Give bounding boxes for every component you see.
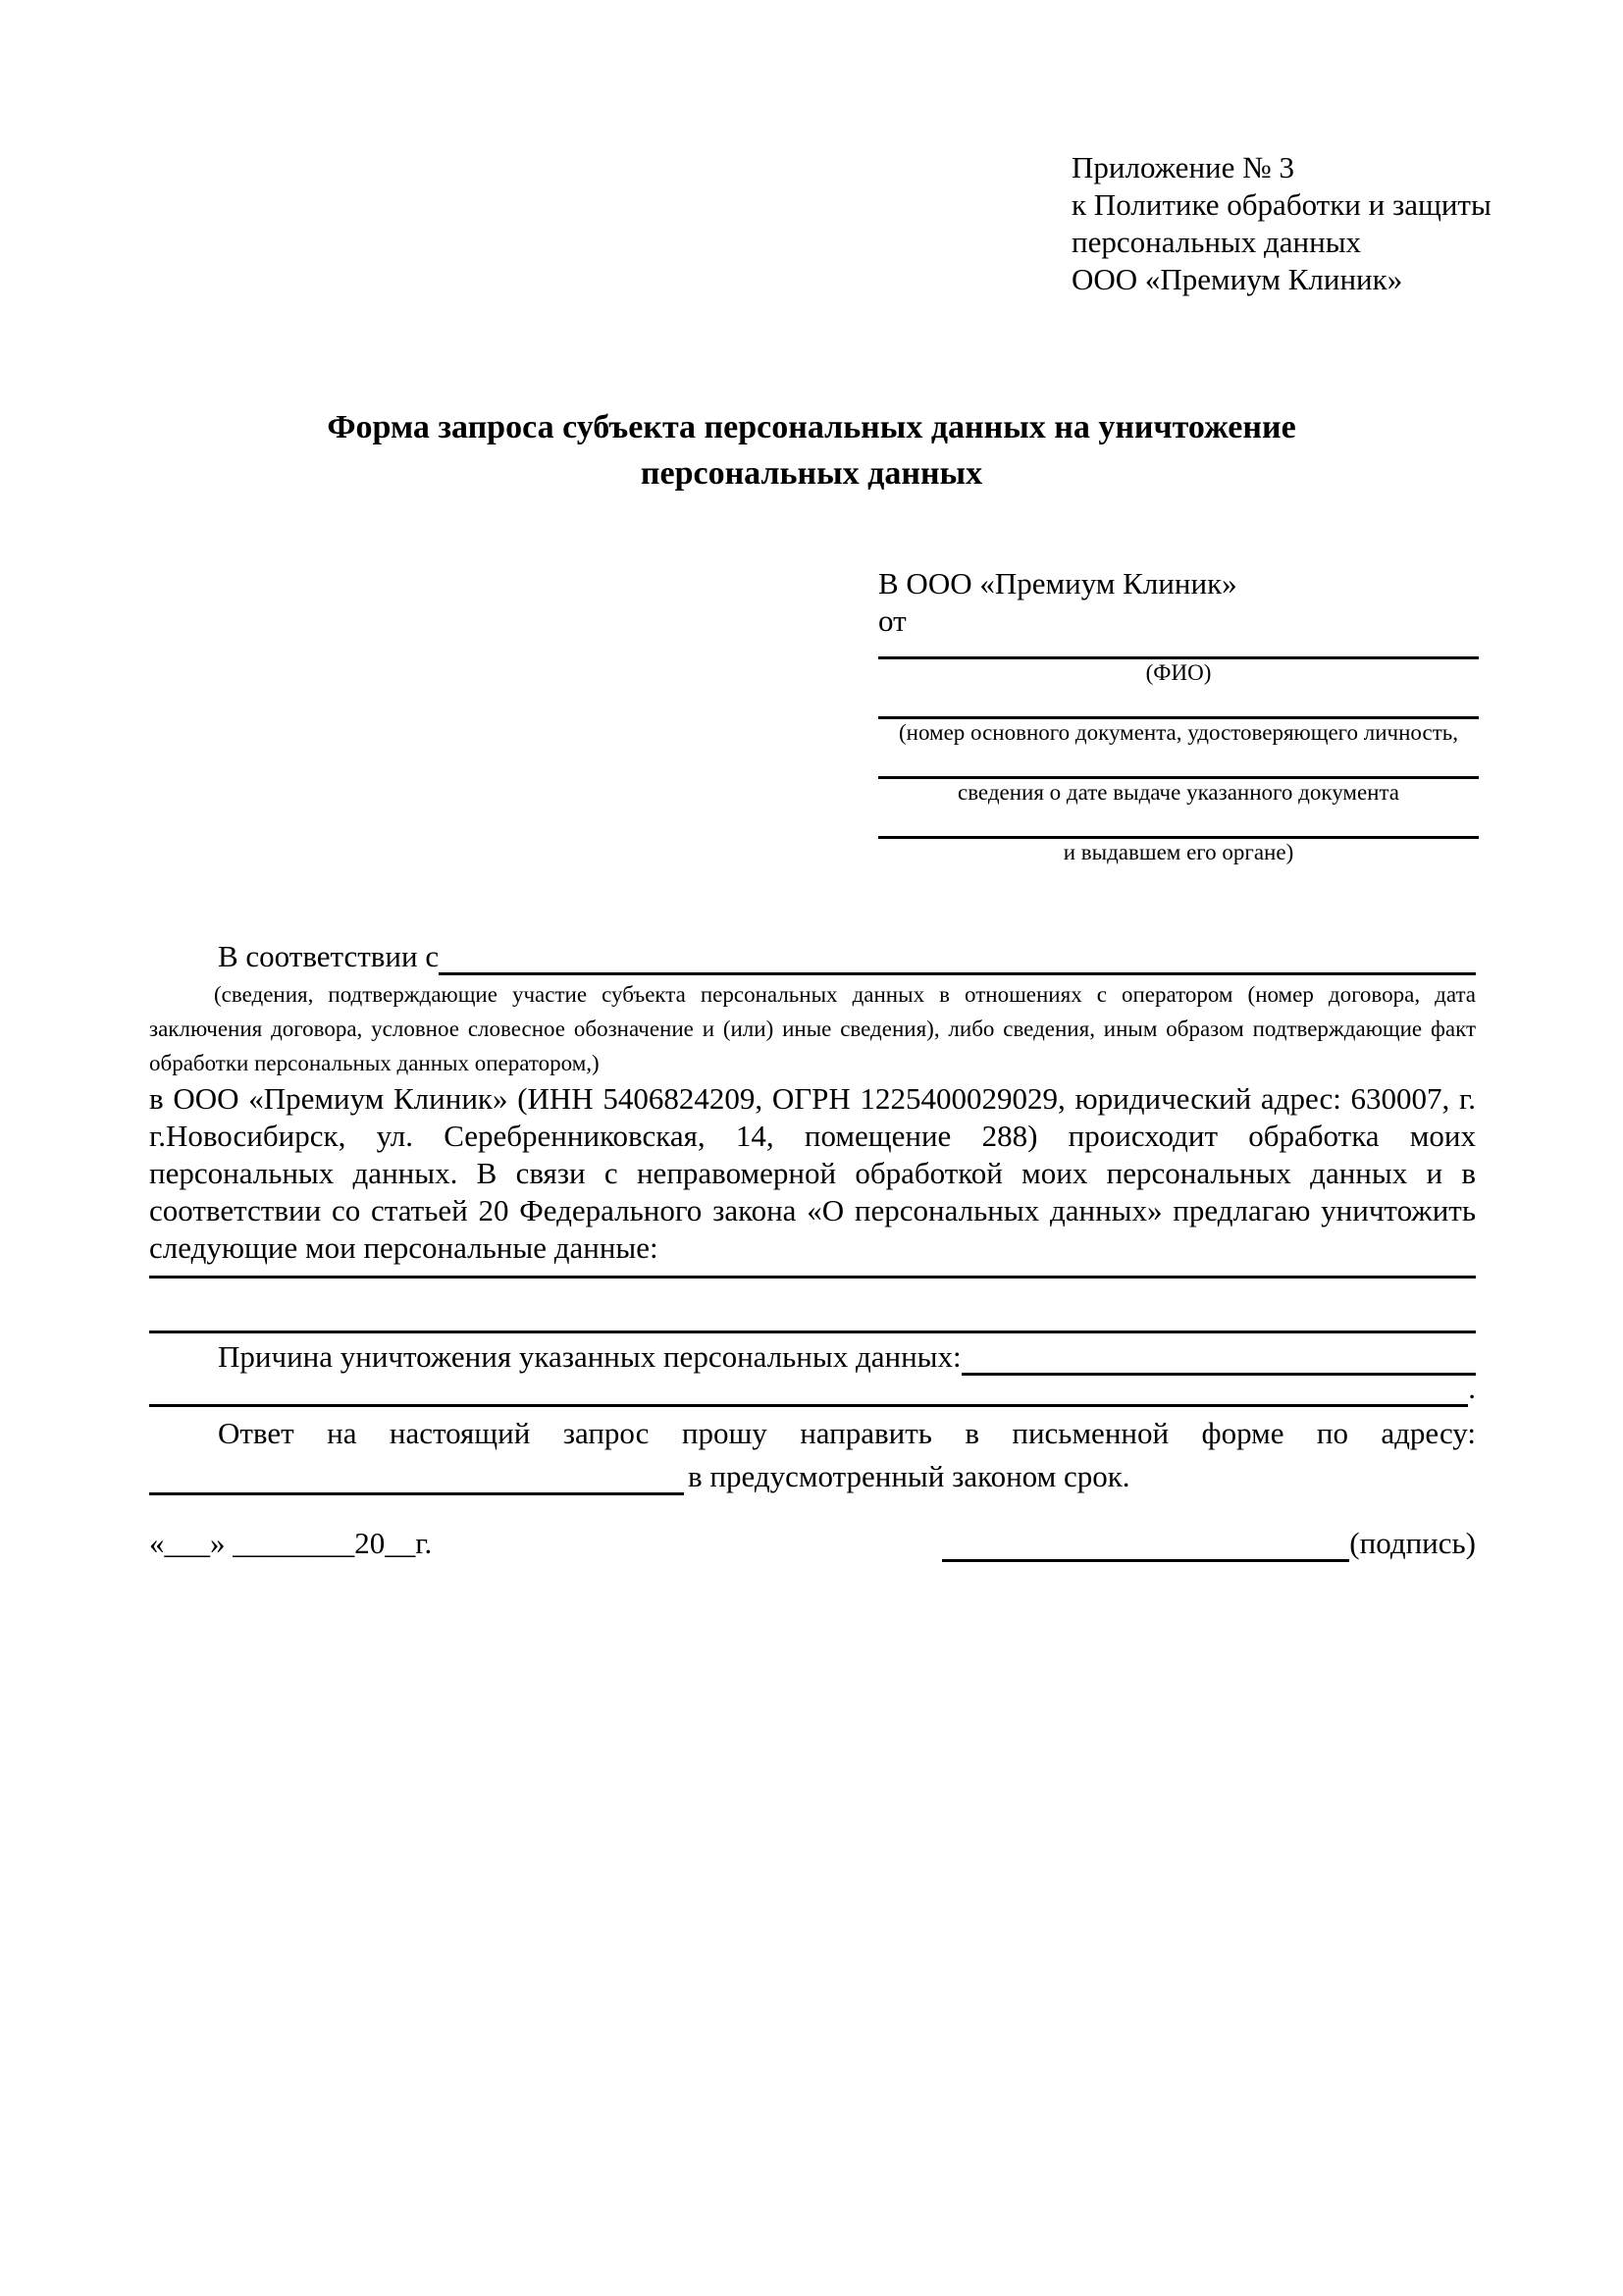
reason-label: Причина уничтожения указанных персональных данных: <box>218 1339 962 1374</box>
fill-line-blank-2 <box>149 1331 1476 1333</box>
accordance-note: (сведения, подтверждающие участие субъекта персональных данных в отношениях с оператором (номер договора, дата заключения договора, условное словесное обозначение и (или) иные сведения), либо сведения, иным образом подтверждающие факт обработки персональных данных оператором,) <box>149 982 1476 1075</box>
footer-row <box>149 1525 1476 1562</box>
accordance-label: В соответствии с <box>218 939 440 973</box>
addressee-from-label: от <box>878 603 907 638</box>
appendix-header-line: Приложение № 3 <box>1072 150 1294 184</box>
date-line: «___» ________20__г. <box>149 1526 433 1560</box>
response-address-row <box>149 1458 1476 1495</box>
main-paragraph: в ООО «Премиум Клиник» (ИНН 5406824209, ОГРН 1225400029029, юридический адрес: 630007, г. г.Новосибирск, ул. Серебренниковская, 14, помещение 288) происходит обработка моих персональных данных. В связи с неправомерной обработкой моих персональных данных и в соответствии со статьей 20 Федерального закона «О персональных данных» предлагаю уничтожить следующие мои персональные данные: <box>149 1081 1476 1265</box>
page-title <box>0 404 1623 496</box>
signature-group <box>942 1525 1476 1562</box>
body-text-block <box>149 938 1476 1267</box>
addressee-block <box>878 565 1479 865</box>
field-caption-document-number: (номер основного документа, удостоверяющего личность, <box>898 720 1458 745</box>
accordance-row <box>149 938 1476 975</box>
addressee-org: В ООО «Премиум Клиник» <box>878 566 1237 600</box>
response-tail-text: в предусмотренный законом срок. <box>688 1459 1130 1493</box>
signature-caption: (подпись) <box>1349 1526 1476 1560</box>
reason-continuation-row <box>149 1370 1476 1407</box>
fill-line-signature <box>942 1527 1349 1562</box>
appendix-header-line: ООО «Премиум Клиник» <box>1072 262 1403 296</box>
appendix-header-line: к Политике обработки и защиты <box>1072 187 1492 222</box>
appendix-header <box>1072 149 1533 298</box>
field-caption-issue-date: сведения о дате выдаче указанного документа <box>957 780 1400 805</box>
fill-line-name <box>878 640 1479 659</box>
field-caption-issuing-authority: и выдавшем его органе) <box>1063 840 1294 864</box>
fill-line-issuing-authority <box>878 806 1479 839</box>
field-caption-fio: (ФИО) <box>1145 660 1212 685</box>
fill-line-address <box>149 1460 684 1495</box>
fill-line-blank-1 <box>149 1276 1476 1278</box>
fill-line-accordance <box>439 972 1476 975</box>
fill-line-reason-2 <box>149 1404 1468 1407</box>
fill-line-issue-date <box>878 746 1479 779</box>
fill-line-document-number <box>878 686 1479 719</box>
appendix-header-line: персональных данных <box>1072 225 1362 259</box>
period-text: . <box>1468 1371 1476 1405</box>
page-title-text: Форма запроса субъекта персональных данных на уничтожение персональных данных <box>327 409 1296 492</box>
response-paragraph: Ответ на настоящий запрос прошу направить в письменной форме по адресу: <box>218 1416 1476 1450</box>
